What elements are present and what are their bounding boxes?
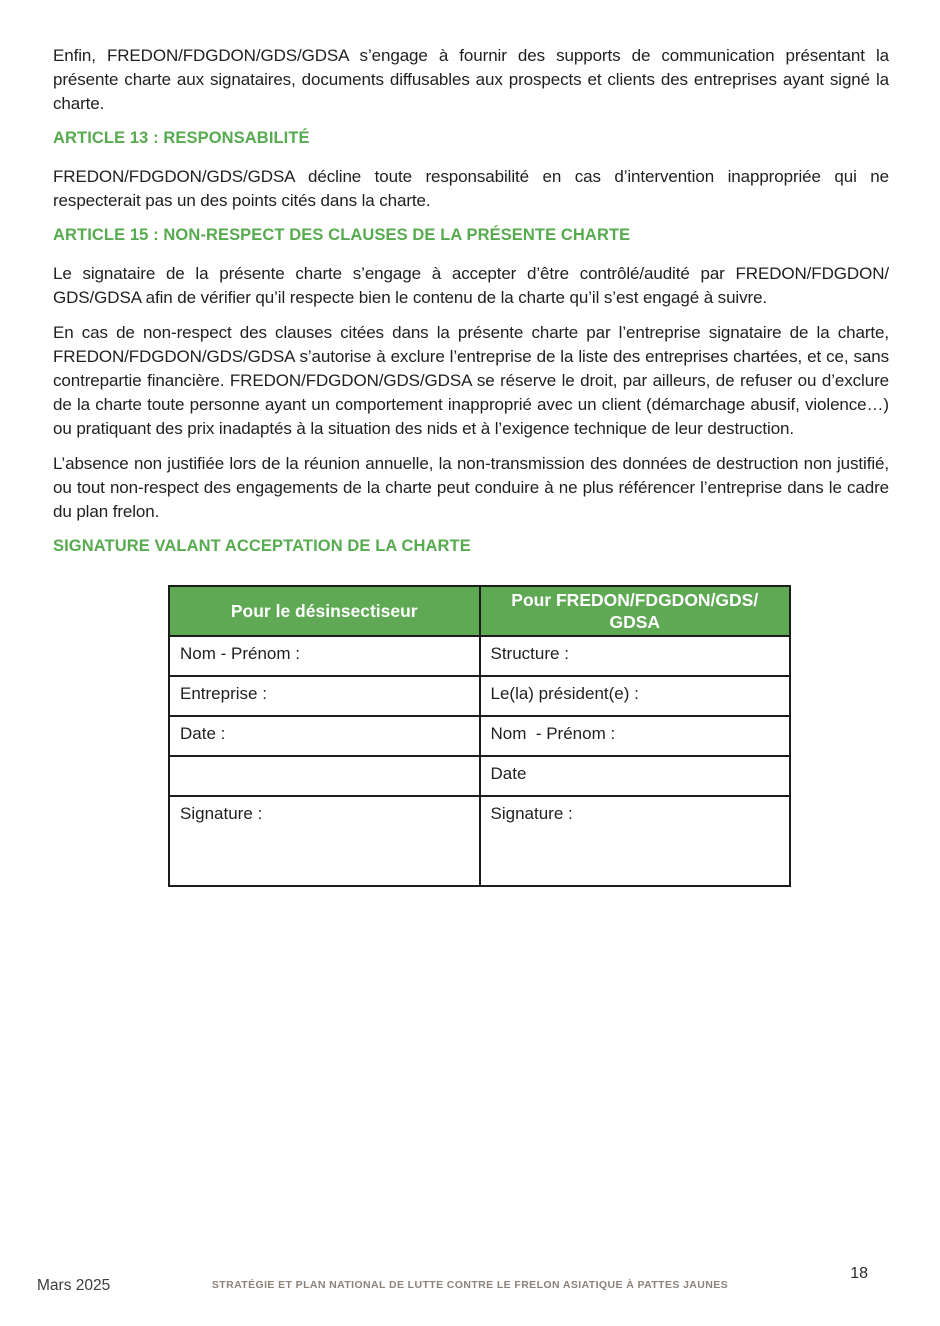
table-row-date-nom <box>169 716 790 756</box>
table-cell-signature-left: Signature : <box>169 796 480 886</box>
footer-page-number: 18 <box>850 1265 868 1282</box>
heading-signature-acceptation: SIGNATURE VALANT ACCEPTATION DE LA CHARTE <box>53 537 471 555</box>
table-header-desinsectiseur: Pour le désinsectiseur <box>169 586 480 636</box>
table-cell-president: Le(la) président(e) : <box>480 676 791 716</box>
table-cell-date-right: Date <box>480 756 791 796</box>
table-cell-date-left: Date : <box>169 716 480 756</box>
paragraph-non-respect-exclusion: En cas de non-respect des clauses citées dans la présente charte par l’entreprise signataire de la charte, FREDON/FDGDON/GDS/GDSA s’autorise à exclure l’entreprise de la liste des entreprises chartées, et ce, sans contrepartie financière. FREDON/FDGDON/GDS/GDSA se réserve le droit, par ailleurs, de refuser ou d’exclure de la charte toute personne ayant un comportement inapproprié avec un client (démarchage abusif, violence…) ou pratiquant des prix inadaptés à la situation des nids et à l’exigence technique de leur destruction. <box>53 323 889 438</box>
table-cell-structure: Structure : <box>480 636 791 676</box>
page-content <box>53 44 889 887</box>
table-row-nom-structure <box>169 636 790 676</box>
signature-table <box>168 585 791 887</box>
footer-date: Mars 2025 <box>37 1277 111 1294</box>
table-cell-nom-prenom-right: Nom - Prénom : <box>480 716 791 756</box>
signature-table-header-row <box>169 586 790 636</box>
paragraph-responsabilite: FREDON/FDGDON/GDS/GDSA décline toute responsabilité en cas d’intervention inappropriée qui ne respecterait pas un des points cités dans la charte. <box>53 167 889 210</box>
table-cell-empty <box>169 756 480 796</box>
table-row-entreprise-president <box>169 676 790 716</box>
paragraph-controle-audit: Le signataire de la présente charte s’engage à accepter d’être contrôlé/audité par FREDON/FDGDON/​GDS/GDSA afin de vérifier qu’il respecte bien le contenu de la charte qu’il s’est engagé à suivre. <box>53 264 889 307</box>
paragraph-supports-communication: Enfin, FREDON/FDGDON/GDS/GDSA s’engage à fournir des supports de communication présentant la présente charte aux signataires, documents diffusables aux prospects et clients des entreprises ayant signé la charte. <box>53 46 889 113</box>
table-row-signatures <box>169 796 790 886</box>
table-header-fredon: Pour FREDON/FDGDON/GDS/​GDSA <box>480 586 791 636</box>
table-cell-nom-prenom: Nom - Prénom : <box>169 636 480 676</box>
heading-article-15: ARTICLE 15 : NON-RESPECT DES CLAUSES DE LA PRÉSENTE CHARTE <box>53 226 631 244</box>
page-footer <box>0 1264 940 1309</box>
table-cell-signature-right: Signature : <box>480 796 791 886</box>
paragraph-absence-reunion: L’absence non justifiée lors de la réunion annuelle, la non-transmission des données de destruction non justifié, ou tout non-respect des engagements de la charte peut conduire à ne plus référencer l’entreprise dans le cadre du plan frelon. <box>53 454 889 521</box>
table-row-empty-date <box>169 756 790 796</box>
footer-document-title: STRATÉGIE ET PLAN NATIONAL DE LUTTE CONTRE LE FRELON ASIATIQUE À PATTES JAUNES <box>211 1279 729 1291</box>
table-cell-entreprise: Entreprise : <box>169 676 480 716</box>
heading-article-13: ARTICLE 13 : RESPONSABILITÉ <box>53 129 310 147</box>
